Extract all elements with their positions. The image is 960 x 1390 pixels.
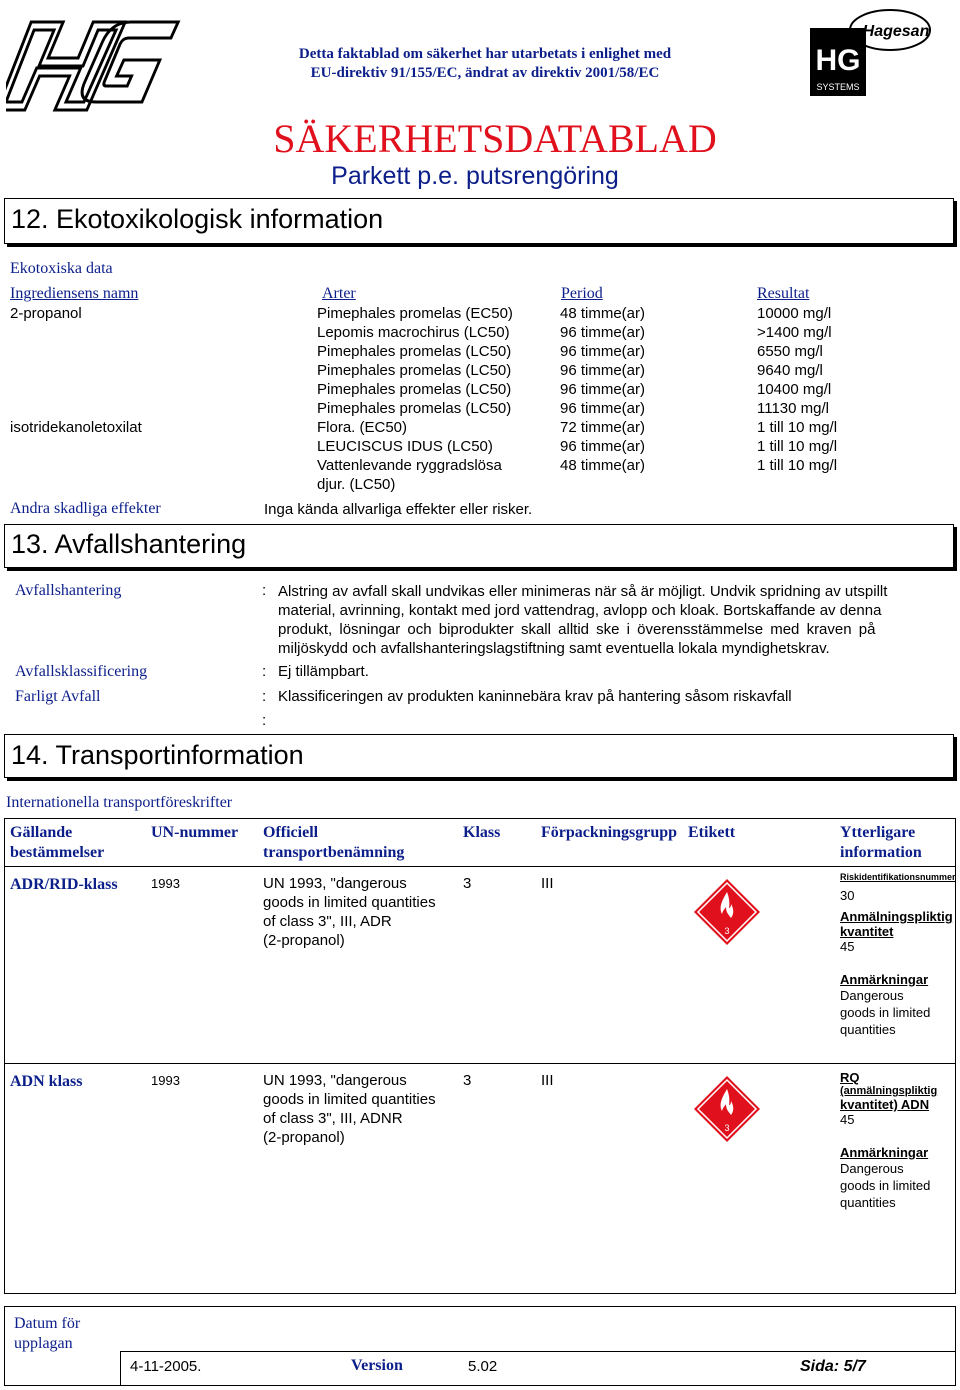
- extra-v3: goods in limited: [840, 1178, 931, 1193]
- flammable-label-icon: [693, 878, 761, 946]
- date-label-2: upplagan: [14, 1335, 73, 1352]
- waste-class-value: Ej tillämpbart.: [278, 663, 369, 680]
- name-line: UN 1993, "dangerous: [263, 875, 407, 892]
- col-species: Arter: [322, 285, 356, 302]
- extra-h1: Riskidentifikationsnummer: [840, 872, 956, 882]
- svg-text:Hagesan: Hagesan: [862, 23, 930, 40]
- result-cell: 6550 mg/l: [757, 343, 823, 360]
- species-cell: Flora. (EC50): [317, 419, 408, 436]
- svg-text:HG: HG: [815, 44, 861, 77]
- species-cell-cont: djur. (LC50): [317, 476, 396, 493]
- species-cell: Pimephales promelas (EC50): [317, 305, 513, 322]
- class-cell: 3: [463, 1072, 472, 1089]
- extra-h2b: kvantitet: [840, 924, 894, 939]
- result-cell: 1 till 10 mg/l: [757, 438, 838, 455]
- extra-h1c: kvantitet) ADN: [840, 1097, 930, 1112]
- extra-v3: quantities: [840, 1022, 896, 1037]
- extra-h3: Anmärkningar: [840, 1145, 929, 1160]
- result-cell: >1400 mg/l: [757, 324, 832, 341]
- species-cell: Vattenlevande ryggradslösa: [317, 457, 502, 474]
- hg-logo: [6, 10, 194, 118]
- species-cell: Pimephales promelas (LC50): [317, 343, 512, 360]
- result-cell: 11130 mg/l: [757, 400, 829, 417]
- name-line: (2-propanol): [263, 1129, 345, 1146]
- name-line: (2-propanol): [263, 932, 345, 949]
- col-regs: Gällande: [10, 824, 73, 841]
- version-label: Version: [351, 1357, 403, 1374]
- hazardous-waste-label: Farligt Avfall: [15, 688, 101, 705]
- col-result: Resultat: [757, 285, 810, 302]
- svg-text:3: 3: [724, 1123, 730, 1133]
- ecotox-subtitle: Ekotoxiska data: [10, 260, 113, 277]
- col-un: UN-nummer: [151, 824, 239, 841]
- directive-line-2: EU-direktiv 91/155/EC, ändrat av direktiv 2001/58/EC: [310, 65, 660, 81]
- colon: :: [262, 582, 267, 599]
- col-class: Klass: [463, 824, 501, 841]
- colon: :: [262, 663, 267, 680]
- section-14-title: 14. Transportinformation: [11, 740, 304, 770]
- period-cell: 96 timme(ar): [560, 438, 646, 455]
- period-cell: 96 timme(ar): [560, 381, 646, 398]
- section-14-header: [4, 734, 954, 778]
- extra-v1: 30: [840, 888, 855, 903]
- doc-title: SÄKERHETSDATABLAD: [273, 116, 717, 161]
- period-cell: 72 timme(ar): [560, 419, 646, 436]
- col-label: Etikett: [688, 824, 736, 841]
- period-cell: 96 timme(ar): [560, 343, 646, 360]
- col-period: Period: [561, 285, 603, 302]
- waste-text-line: produkt, lösningar och biprodukter skall alltid ske i överensstämmelse med kraven på: [278, 621, 876, 638]
- col-extra-2: information: [840, 844, 922, 861]
- extra-v3: quantities: [840, 1195, 896, 1210]
- col-pg: Förpackningsgrupp: [541, 824, 678, 841]
- section-12-header: [4, 198, 954, 244]
- un-cell: 1993: [151, 876, 180, 891]
- extra-v1: 45: [840, 1112, 855, 1127]
- col-ingredient: Ingrediensens namn: [10, 285, 139, 302]
- ingredient-cell: 2-propanol: [10, 305, 82, 322]
- other-effects-label: Andra skadliga effekter: [10, 500, 161, 517]
- hazardous-waste-value: Klassificeringen av produkten kaninnebära krav på hantering såsom riskavfall: [278, 688, 792, 705]
- svg-text:3: 3: [724, 926, 730, 936]
- section-13-header: [4, 524, 954, 568]
- period-cell: 96 timme(ar): [560, 324, 646, 341]
- section-12-title: 12. Ekotoxikologisk information: [11, 204, 384, 234]
- name-line: of class 3", III, ADNR: [263, 1110, 403, 1127]
- name-line: goods in limited quantities: [263, 894, 436, 911]
- name-line: of class 3", III, ADR: [263, 913, 392, 930]
- other-effects-value: Inga kända allvarliga effekter eller risker.: [264, 501, 533, 518]
- species-cell: Lepomis macrochirus (LC50): [317, 324, 510, 341]
- period-cell: 48 timme(ar): [560, 305, 646, 322]
- extra-h3: Anmärkningar: [840, 972, 929, 987]
- col-name: Officiell: [263, 824, 319, 841]
- result-cell: 10000 mg/l: [757, 305, 832, 322]
- section-13-title: 13. Avfallshantering: [11, 529, 247, 559]
- version-value: 5.02: [468, 1358, 498, 1375]
- name-line: UN 1993, "dangerous: [263, 1072, 407, 1089]
- colon: :: [262, 712, 267, 729]
- directive-line-1: Detta faktablad om säkerhet har utarbetats i enlighet med: [298, 46, 672, 62]
- period-cell: 96 timme(ar): [560, 362, 646, 379]
- extra-v3: Dangerous: [840, 1161, 904, 1176]
- col-regs-2: bestämmelser: [10, 844, 105, 861]
- footer-date: 4-11-2005.: [130, 1358, 202, 1375]
- flammable-label-icon: [693, 1075, 761, 1143]
- waste-text-line: material, avrinning, kontakt med jord vattendrag, avlopp och kloak. Bortskaffande av denna: [278, 602, 882, 619]
- result-cell: 10400 mg/l: [757, 381, 832, 398]
- hagesan-logo: [808, 8, 932, 100]
- ingredient-cell: isotridekanoletoxilat: [10, 419, 142, 436]
- waste-class-label: Avfallsklassificering: [15, 663, 148, 680]
- period-cell: 48 timme(ar): [560, 457, 646, 474]
- extra-v2: 45: [840, 939, 855, 954]
- un-cell: 1993: [151, 1073, 180, 1088]
- species-cell: Pimephales promelas (LC50): [317, 362, 512, 379]
- reg-cell: ADN klass: [10, 1073, 83, 1090]
- extra-h1: RQ: [840, 1070, 860, 1085]
- col-extra: Ytterligare: [840, 824, 916, 841]
- class-cell: 3: [463, 875, 472, 892]
- extra-v3: Dangerous: [840, 988, 904, 1003]
- transport-table: [4, 818, 956, 1294]
- waste-label: Avfallshantering: [15, 582, 122, 599]
- species-cell: Pimephales promelas (LC50): [317, 381, 512, 398]
- species-cell: Pimephales promelas (LC50): [317, 400, 512, 417]
- waste-text-line: Alstring av avfall skall undvikas eller minimeras när så är möjligt. Undvik spridning av utspillt: [278, 583, 888, 600]
- result-cell: 1 till 10 mg/l: [757, 419, 838, 436]
- reg-cell: ADR/RID-klass: [10, 876, 118, 893]
- svg-text:SYSTEMS: SYSTEMS: [816, 82, 860, 92]
- transport-subtitle: Internationella transportföreskrifter: [6, 794, 233, 811]
- result-cell: 9640 mg/l: [757, 362, 823, 379]
- colon: :: [262, 688, 267, 705]
- product-name: Parkett p.e. putsrengöring: [331, 162, 619, 190]
- species-cell: LEUCISCUS IDUS (LC50): [317, 438, 493, 455]
- period-cell: 96 timme(ar): [560, 400, 646, 417]
- pg-cell: III: [541, 1072, 554, 1089]
- col-name-2: transportbenämning: [263, 844, 405, 861]
- extra-v3: goods in limited: [840, 1005, 931, 1020]
- result-cell: 1 till 10 mg/l: [757, 457, 838, 474]
- extra-h1b: (anmälningspliktig: [840, 1085, 938, 1097]
- pg-cell: III: [541, 875, 554, 892]
- page-number: Sida: 5/7: [800, 1358, 866, 1375]
- date-label: Datum för: [14, 1315, 81, 1332]
- waste-text-line: miljöskydd och avfallshanteringslagstiftning samt eventuella lokala myndighetskrav.: [278, 640, 830, 657]
- name-line: goods in limited quantities: [263, 1091, 436, 1108]
- extra-h2a: Anmälningspliktig: [840, 909, 953, 924]
